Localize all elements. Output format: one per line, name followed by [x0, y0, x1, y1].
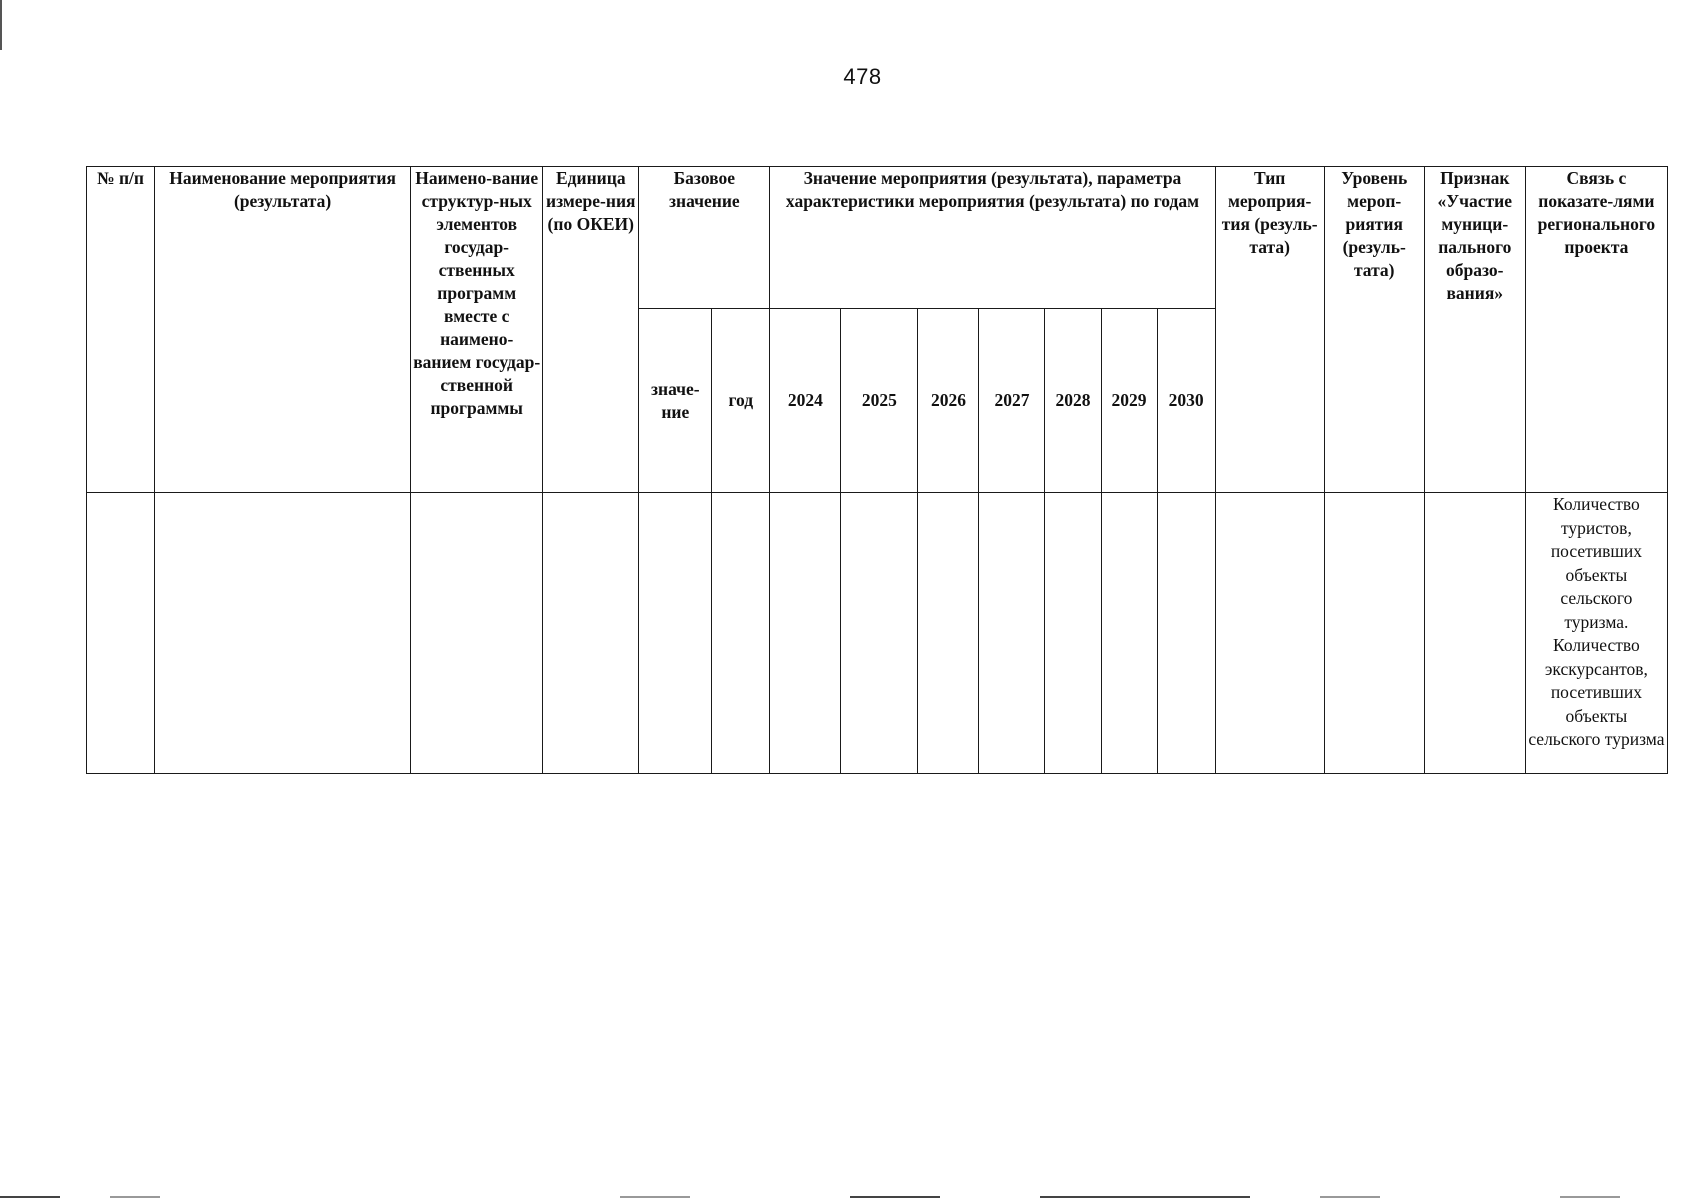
header-base-value-value: значе-ние	[639, 309, 712, 493]
cell-value-2025	[841, 493, 918, 774]
header-year-2029: 2029	[1101, 309, 1157, 493]
scan-edge-mark	[1320, 1196, 1380, 1198]
cell-value-2026	[918, 493, 979, 774]
header-measure-name: Наименование мероприятия (результата)	[155, 167, 411, 493]
cell-value-2030	[1157, 493, 1215, 774]
cell-value-2027	[979, 493, 1045, 774]
header-municipal-participation: Признак «Участие муници-пального образо-вания»	[1424, 167, 1525, 493]
cell-value-2029	[1101, 493, 1157, 774]
cell-measure-level	[1324, 493, 1424, 774]
header-year-2025: 2025	[841, 309, 918, 493]
header-regional-link: Связь с показате-лями регионального проекта	[1525, 167, 1667, 493]
cell-base-value	[639, 493, 712, 774]
header-year-2026: 2026	[918, 309, 979, 493]
cell-municipal-participation	[1424, 493, 1525, 774]
measures-table	[86, 166, 1668, 774]
scan-edge-mark	[620, 1196, 690, 1198]
scan-edge-mark	[1040, 1196, 1250, 1198]
header-number: № п/п	[87, 167, 155, 493]
scan-edge-mark	[0, 0, 2, 50]
header-year-2024: 2024	[770, 309, 841, 493]
cell-base-year	[712, 493, 770, 774]
header-year-2027: 2027	[979, 309, 1045, 493]
header-structural-elements: Наимено-вание структур-ных элементов государ-ственных программ вместе с наимено-ванием государ-ственной программы	[411, 167, 543, 493]
header-year-2028: 2028	[1045, 309, 1101, 493]
scan-edge-mark	[1560, 1196, 1620, 1198]
cell-number	[87, 493, 155, 774]
header-unit: Единица измере-ния (по ОКЕИ)	[543, 167, 639, 493]
header-measure-level: Уровень мероп-риятия (резуль-тата)	[1324, 167, 1424, 493]
header-base-value: Базовое значение	[639, 167, 770, 309]
cell-measure-type	[1215, 493, 1324, 774]
scan-edge-mark	[0, 1196, 60, 1198]
scan-edge-mark	[110, 1196, 160, 1198]
cell-regional-link: Количество туристов, посетивших объекты сельского туризма. Количество экскурсантов, посетивших объекты сельского туризма	[1525, 493, 1667, 774]
cell-unit	[543, 493, 639, 774]
cell-value-2028	[1045, 493, 1101, 774]
header-base-value-year: год	[712, 309, 770, 493]
cell-value-2024	[770, 493, 841, 774]
page-number: 478	[843, 64, 882, 89]
header-values-by-year: Значение мероприятия (результата), параметра характеристики мероприятия (результата) по годам	[770, 167, 1215, 309]
cell-measure-name	[155, 493, 411, 774]
scan-edge-mark	[850, 1196, 940, 1198]
cell-structural-elements	[411, 493, 543, 774]
header-year-2030: 2030	[1157, 309, 1215, 493]
header-measure-type: Тип мероприя-тия (резуль-тата)	[1215, 167, 1324, 493]
table-row	[87, 493, 1668, 774]
table-header-row	[87, 167, 1668, 309]
